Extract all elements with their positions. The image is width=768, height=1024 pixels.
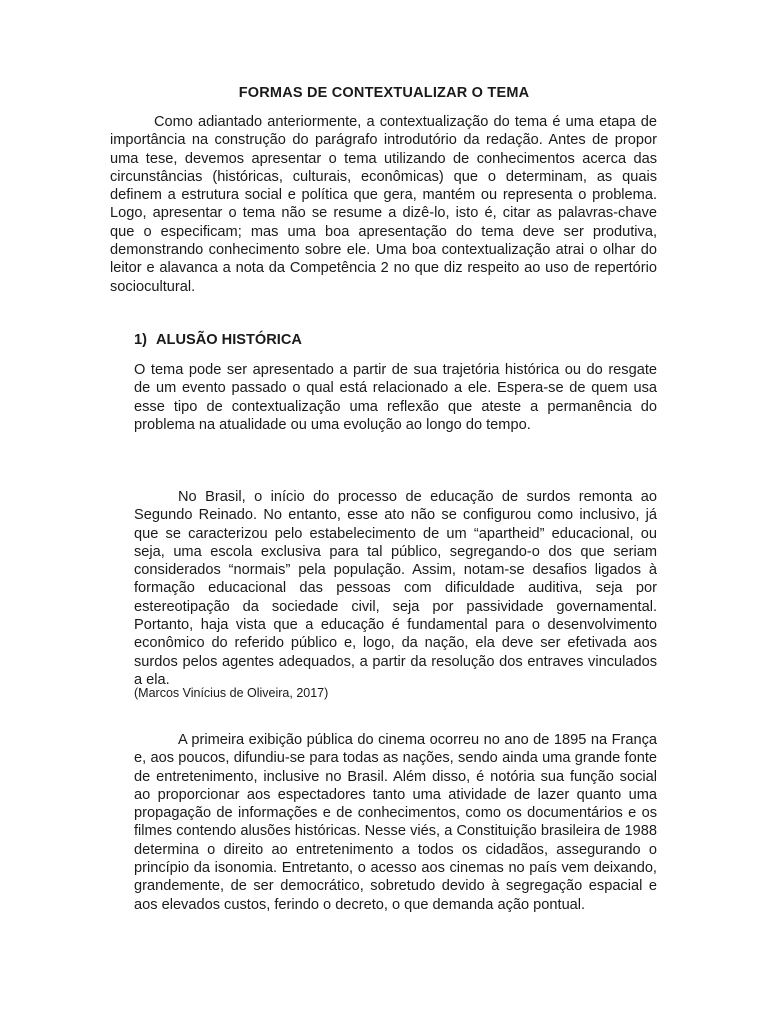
example-paragraph-2: A primeira exibição pública do cinema ocorreu no ano de 1895 na França e, aos poucos, difundiu-se para todas as nações, sendo ainda uma grande fonte de entretenimento, inclusive no Brasil. Além disso, é notória sua função social ao proporcionar aos espectadores tanto uma atividade de lazer quanto uma propagação de informações e de conhecimentos, como os documentários e os filmes contendo alusões históricas. Nesse viés, a Constituição brasileira de 1988 determina o direito ao entretenimento a todos os cidadãos, assegurando o princípio da isonomia. Entretanto, o acesso aos cinemas no país vem deixando, grandemente, de ser democrático, sobretudo devido à segregação espacial e aos elevados custos, ferindo o decreto, o que demanda ação pontual. xyxy=(134,732,657,913)
section-heading-text: ALUSÃO HISTÓRICA xyxy=(156,332,302,348)
section-number: 1) xyxy=(134,332,147,348)
example-citation: (Marcos Vinícius de Oliveira, 2017) xyxy=(134,686,329,700)
section-description: O tema pode ser apresentado a partir de sua trajetória histórica ou do resgate de um evento passado o qual está relacionado a ele. Espera-se de quem usa esse tipo de contextualização uma reflexão que ateste a permanência do problema na atualidade ou uma evolução ao longo do tempo. xyxy=(134,362,657,433)
document-title: FORMAS DE CONTEXTUALIZAR O TEMA xyxy=(238,85,530,101)
section-heading xyxy=(134,332,302,348)
intro-paragraph: Como adiantado anteriormente, a contextualização do tema é uma etapa de importância na construção do parágrafo introdutório da redação. Antes de propor uma tese, devemos apresentar o tema utilizando de conhecimentos acerca das circunstâncias (históricas, culturais, econômicas) que o determinam, as quais definem a estrutura social e política que gera, mantém ou representa o problema. Logo, apresentar o tema não se resume a dizê-lo, isto é, citar as palavras-chave que o especificam; mas uma boa apresentação do tema deve ser produtiva, demonstrando conhecimento sobre ele. Uma boa contextualização atrai o olhar do leitor e alavanca a nota da Competência 2 no que diz respeito ao uso de repertório sociocultural. xyxy=(110,114,657,295)
example-paragraph-1: No Brasil, o início do processo de educação de surdos remonta ao Segundo Reinado. No entanto, esse ato não se configurou como inclusivo, já que se caracterizou pelo estabelecimento de um “apartheid” educacional, ou seja, uma escola exclusiva para tal público, segregando-o dos que seriam considerados “normais” pela população. Assim, notam-se desafios ligados à formação educacional das pessoas com dificuldade auditiva, seja por estereotipação da sociedade civil, seja por passividade governamental. Portanto, haja vista que a educação é fundamental para o desenvolvimento econômico do referido público e, logo, da nação, ela deve ser efetivada aos surdos pelos agentes adequados, a partir da resolução dos entraves vinculados a ela. xyxy=(134,489,657,688)
